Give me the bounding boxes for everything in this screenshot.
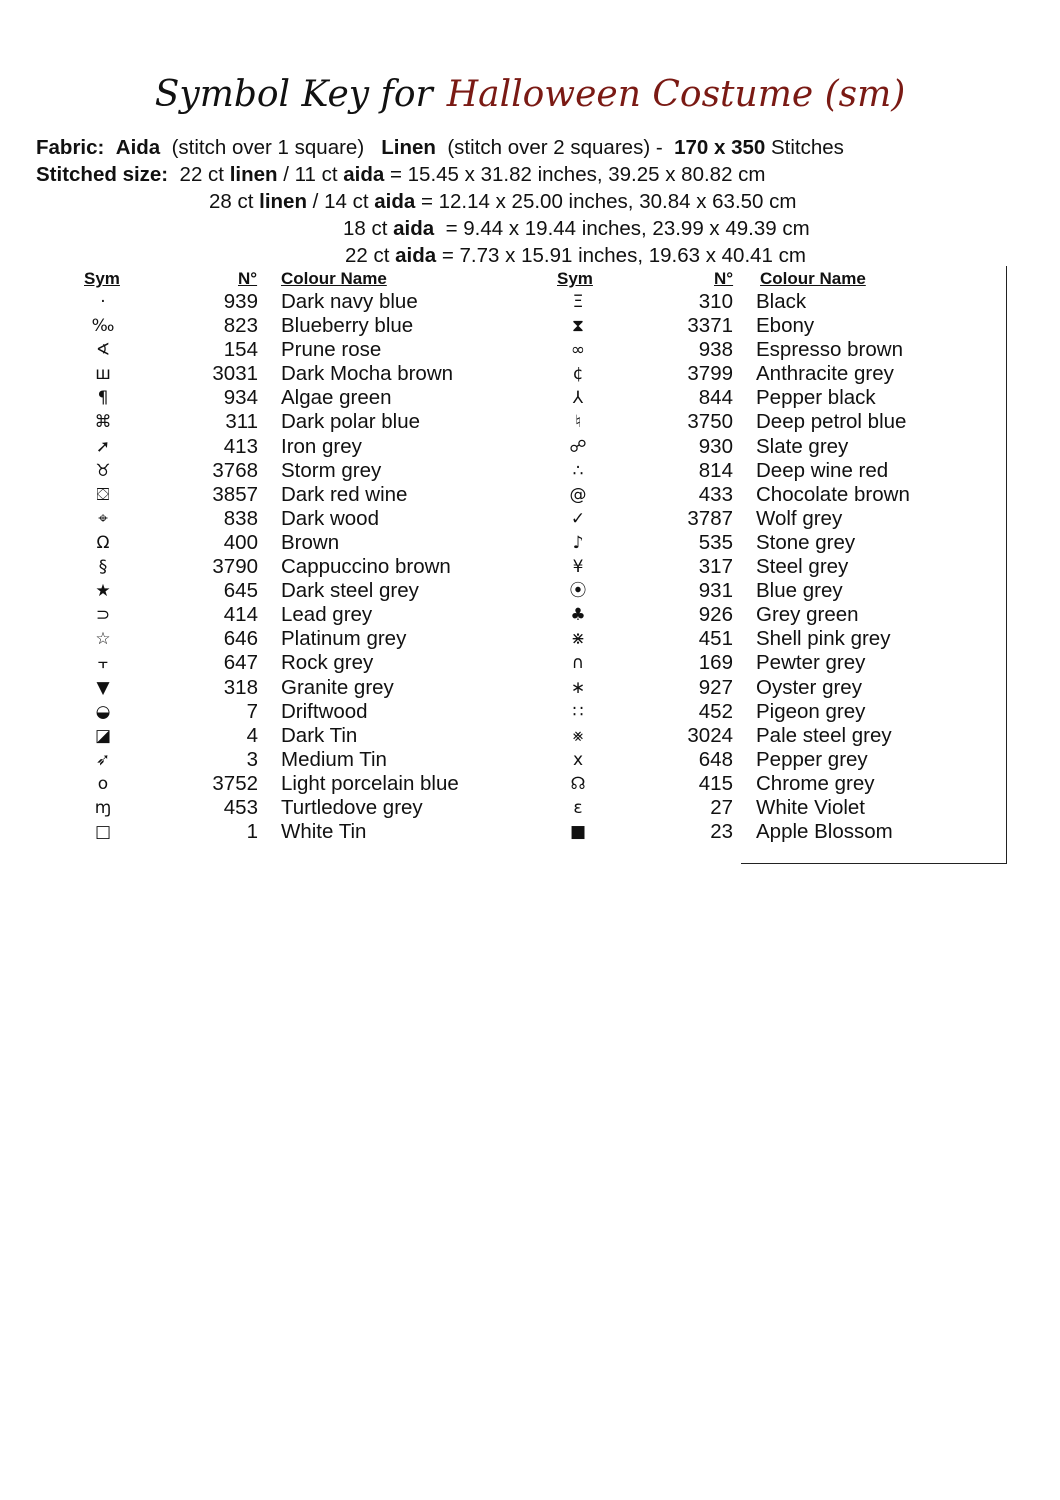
size-pre: 28 ct	[209, 190, 260, 213]
table-row	[475, 555, 945, 579]
table-row	[475, 435, 945, 459]
size-post: = 15.45 x 31.82 inches, 39.25 x 80.82 cm	[384, 163, 766, 186]
symbol-glyph: ⌖	[98, 508, 108, 529]
colour-name: Dark red wine	[281, 482, 408, 506]
size-aida: aida	[343, 163, 385, 186]
symbol-glyph: ☆	[95, 629, 111, 650]
header-name-left: Colour Name	[281, 269, 387, 288]
dmc-number: 838	[223, 506, 258, 530]
dmc-number: 927	[698, 675, 733, 699]
dmc-number: 400	[223, 530, 258, 554]
symbol-glyph: ⫟	[97, 653, 109, 674]
symbol-glyph: ⋇	[570, 629, 586, 650]
dmc-number: 415	[698, 771, 733, 795]
colour-name: Ebony	[756, 314, 815, 338]
symbol-glyph: ∢	[95, 340, 111, 361]
colour-name: Blueberry blue	[281, 314, 414, 338]
table-row	[475, 603, 945, 627]
table-row	[0, 290, 470, 314]
symbol-glyph: ∞	[570, 340, 586, 361]
symbol-glyph: ⛋	[96, 484, 110, 505]
stitch-count-word: Stitches	[770, 136, 844, 159]
stitched-size-line-2	[209, 190, 796, 214]
dmc-number: 3799	[687, 362, 733, 386]
table-row	[0, 314, 470, 338]
stitched-size-line-1	[36, 163, 766, 187]
page-title	[0, 74, 1060, 115]
symbol-glyph: ∷	[572, 701, 584, 722]
table-row	[0, 338, 470, 362]
colour-name: Driftwood	[281, 699, 368, 723]
colour-name: Granite grey	[281, 675, 394, 699]
table-row	[475, 748, 945, 772]
colour-name: Black	[756, 290, 807, 313]
dmc-number: 645	[223, 579, 258, 603]
dmc-number: 317	[698, 555, 733, 579]
fabric-aida-note: (stitch over 1 square)	[171, 136, 365, 159]
symbol-glyph: ■	[569, 822, 587, 843]
colour-name: Dark Tin	[281, 723, 358, 747]
symbol-glyph: ⦿	[569, 581, 587, 602]
symbol-glyph: ▼	[96, 677, 110, 698]
symbol-glyph: @	[569, 484, 587, 505]
colour-name: Medium Tin	[281, 747, 387, 771]
title-prefix: Symbol Key for	[154, 74, 433, 115]
symbol-glyph: Ξ	[572, 292, 584, 312]
dmc-number: 3371	[687, 314, 733, 338]
colour-name: Dark navy blue	[281, 290, 418, 313]
header-num-right: N°	[714, 269, 734, 288]
colour-name: Anthracite grey	[756, 362, 894, 386]
dmc-number: 930	[698, 434, 733, 458]
symbol-glyph: x	[572, 749, 584, 770]
symbol-glyph: ⨳	[572, 725, 584, 746]
dmc-number: 3752	[212, 771, 258, 795]
symbol-glyph: ♉	[95, 460, 111, 481]
table-row	[0, 603, 470, 627]
header-name-right: Colour Name	[760, 269, 866, 288]
dmc-number: 938	[698, 338, 733, 362]
size-post: = 9.44 x 19.44 inches, 23.99 x 49.39 cm	[434, 217, 810, 240]
dmc-number: 647	[223, 651, 258, 675]
dmc-number: 934	[223, 386, 258, 410]
table-row	[475, 700, 945, 724]
symbol-glyph: □	[94, 822, 112, 843]
table-row	[475, 820, 945, 844]
table-row	[0, 459, 470, 483]
symbol-glyph: ⊃	[95, 605, 111, 626]
size-pre: 22 ct	[179, 163, 230, 186]
table-row	[0, 362, 470, 386]
stitched-size-line-4	[345, 244, 806, 268]
colour-name: Platinum grey	[281, 627, 407, 651]
table-row	[0, 531, 470, 555]
symbol-glyph: ɛ	[573, 797, 583, 818]
symbol-glyph: ∗	[570, 677, 586, 698]
colour-name: Chrome grey	[756, 771, 875, 795]
table-row	[475, 362, 945, 386]
symbol-glyph: ♪	[572, 532, 584, 553]
symbol-glyph: ¢	[572, 364, 584, 385]
fabric-linen: Linen	[381, 136, 436, 159]
table-row	[475, 386, 945, 410]
table-row	[0, 410, 470, 434]
dmc-number: 169	[698, 651, 733, 675]
colour-name: Algae green	[281, 386, 392, 410]
dmc-number: 3024	[687, 723, 733, 747]
symbol-glyph: ɱ	[94, 797, 112, 818]
symbol-glyph: ⧗	[572, 316, 584, 337]
dmc-number: 823	[223, 314, 258, 338]
colour-name: Pepper grey	[756, 747, 868, 771]
symbol-glyph: ¶	[97, 388, 109, 409]
symbol-glyph: ◒	[95, 701, 111, 722]
colour-name: Dark Mocha brown	[281, 362, 454, 386]
colour-name: Brown	[281, 530, 340, 554]
colour-name: Wolf grey	[756, 506, 843, 530]
size-aida: aida	[393, 217, 435, 240]
dmc-number: 27	[710, 795, 733, 819]
dmc-number: 844	[698, 386, 733, 410]
table-row	[475, 627, 945, 651]
colour-name: Apple Blossom	[756, 820, 893, 844]
dmc-number: 3787	[687, 506, 733, 530]
dmc-number: 7	[246, 699, 258, 723]
symbol-glyph: ➚	[95, 436, 111, 457]
dmc-number: 814	[698, 458, 733, 482]
colour-name: Dark polar blue	[281, 410, 421, 434]
colour-name: Shell pink grey	[756, 627, 891, 651]
dmc-number: 3	[246, 747, 258, 771]
dmc-number: 931	[698, 579, 733, 603]
symbol-glyph: ¥	[572, 557, 584, 578]
symbol-glyph: ★	[95, 581, 111, 602]
header-sym-right: Sym	[557, 269, 593, 288]
table-row	[0, 796, 470, 820]
table-row	[0, 772, 470, 796]
colour-name: Rock grey	[281, 651, 374, 675]
symbol-glyph: ♣	[570, 605, 586, 626]
symbol-glyph: ➶	[95, 749, 111, 770]
dmc-number: 3790	[212, 555, 258, 579]
symbol-glyph: ♮	[574, 412, 582, 433]
table-row	[0, 386, 470, 410]
dmc-number: 939	[223, 290, 258, 313]
size-post: = 7.73 x 15.91 inches, 19.63 x 40.41 cm	[436, 244, 806, 267]
table-row	[0, 435, 470, 459]
dmc-number: 433	[698, 482, 733, 506]
colour-name: Lead grey	[281, 603, 373, 627]
symbol-glyph: ☊	[570, 773, 586, 794]
colour-name: White Violet	[756, 795, 866, 819]
dmc-number: 3750	[687, 410, 733, 434]
dmc-number: 452	[698, 699, 733, 723]
dmc-number: 646	[223, 627, 258, 651]
stitched-size-label: Stitched size:	[36, 163, 169, 186]
fabric-label: Fabric:	[36, 136, 105, 159]
table-row	[0, 700, 470, 724]
symbol-glyph: ‰	[91, 316, 115, 337]
size-linen: linen	[259, 190, 307, 213]
symbol-glyph: ◪	[94, 725, 112, 746]
colour-name: Chocolate brown	[756, 482, 910, 506]
symbol-glyph: ∩	[571, 653, 585, 674]
dmc-number: 154	[223, 338, 258, 362]
colour-name: Steel grey	[756, 555, 849, 579]
symbol-glyph: ✓	[570, 508, 586, 529]
dmc-number: 451	[698, 627, 733, 651]
colour-name: Turtledove grey	[281, 795, 423, 819]
table-row	[0, 820, 470, 844]
colour-name: Pale steel grey	[756, 723, 892, 747]
table-row	[0, 676, 470, 700]
dmc-number: 318	[223, 675, 258, 699]
colour-name: Light porcelain blue	[281, 771, 459, 795]
colour-name: Prune rose	[281, 338, 382, 362]
symbol-glyph: ⅄	[572, 388, 584, 409]
dmc-number: 3768	[212, 458, 258, 482]
colour-name: White Tin	[281, 820, 367, 844]
table-row	[0, 579, 470, 603]
size-post: = 12.14 x 25.00 inches, 30.84 x 63.50 cm	[415, 190, 797, 213]
table-row	[475, 772, 945, 796]
table-row	[0, 555, 470, 579]
dmc-number: 1	[246, 820, 258, 844]
fabric-line	[36, 136, 844, 160]
dmc-number: 535	[698, 530, 733, 554]
table-row	[0, 724, 470, 748]
colour-name: Blue grey	[756, 579, 843, 603]
symbol-glyph: o	[97, 773, 109, 794]
colour-name: Stone grey	[756, 530, 856, 554]
symbol-glyph: ⌘	[94, 412, 112, 433]
stitched-size-line-3	[343, 217, 810, 241]
table-bottom-rule	[741, 863, 1007, 864]
dmc-number: 310	[698, 290, 733, 313]
colour-name: Oyster grey	[756, 675, 862, 699]
table-row	[0, 748, 470, 772]
size-mid: / 14 ct	[306, 190, 375, 213]
colour-name: Cappuccino brown	[281, 555, 451, 579]
symbol-glyph: §	[98, 557, 108, 578]
symbol-glyph: ш	[95, 364, 111, 385]
dmc-number: 414	[223, 603, 258, 627]
colour-name: Deep petrol blue	[756, 410, 907, 434]
symbol-table-right	[475, 290, 945, 844]
table-row	[475, 796, 945, 820]
colour-name: Iron grey	[281, 434, 362, 458]
table-row	[475, 338, 945, 362]
colour-name: Pewter grey	[756, 651, 866, 675]
fabric-linen-note: (stitch over 2 squares) -	[447, 136, 663, 159]
colour-name: Espresso brown	[756, 338, 903, 362]
table-row	[475, 676, 945, 700]
size-mid: / 11 ct	[277, 163, 344, 186]
symbol-glyph: ☍	[569, 436, 587, 457]
dmc-number: 648	[698, 747, 733, 771]
symbol-table-left	[0, 290, 470, 844]
header-sym-left: Sym	[84, 269, 120, 288]
table-row	[0, 507, 470, 531]
dmc-number: 453	[223, 795, 258, 819]
title-pattern-name: Halloween Costume (sm)	[446, 74, 906, 115]
table-row	[0, 627, 470, 651]
table-row	[475, 724, 945, 748]
table-row	[0, 483, 470, 507]
dmc-number: 311	[225, 410, 258, 434]
table-row	[475, 410, 945, 434]
symbol-glyph: ·	[100, 292, 106, 312]
size-aida: aida	[395, 244, 437, 267]
symbol-glyph: ∴	[572, 460, 584, 481]
table-row	[475, 290, 945, 314]
size-pre: 22 ct	[345, 244, 396, 267]
dmc-number: 926	[698, 603, 733, 627]
size-pre: 18 ct	[343, 217, 394, 240]
table-right-rule	[1006, 266, 1007, 863]
colour-name: Dark steel grey	[281, 579, 419, 603]
dmc-number: 23	[710, 820, 733, 844]
table-row	[0, 651, 470, 675]
colour-name: Slate grey	[756, 434, 849, 458]
colour-name: Storm grey	[281, 458, 382, 482]
symbol-glyph: Ω	[96, 532, 110, 553]
header-num-left: N°	[238, 269, 258, 288]
dmc-number: 413	[223, 434, 258, 458]
table-row	[475, 459, 945, 483]
table-row	[475, 531, 945, 555]
stitch-count: 170 x 350	[674, 136, 766, 159]
table-row	[475, 579, 945, 603]
size-linen: linen	[229, 163, 278, 186]
colour-name: Deep wine red	[756, 458, 889, 482]
colour-name: Grey green	[756, 603, 859, 627]
colour-name: Pepper black	[756, 386, 876, 410]
dmc-number: 3031	[212, 362, 258, 386]
table-row	[475, 483, 945, 507]
size-aida: aida	[374, 190, 416, 213]
dmc-number: 3857	[212, 482, 258, 506]
table-row	[475, 651, 945, 675]
colour-name: Pigeon grey	[756, 699, 866, 723]
fabric-aida: Aida	[115, 136, 161, 159]
dmc-number: 4	[246, 723, 258, 747]
table-row	[475, 507, 945, 531]
colour-name: Dark wood	[281, 506, 379, 530]
table-row	[475, 314, 945, 338]
